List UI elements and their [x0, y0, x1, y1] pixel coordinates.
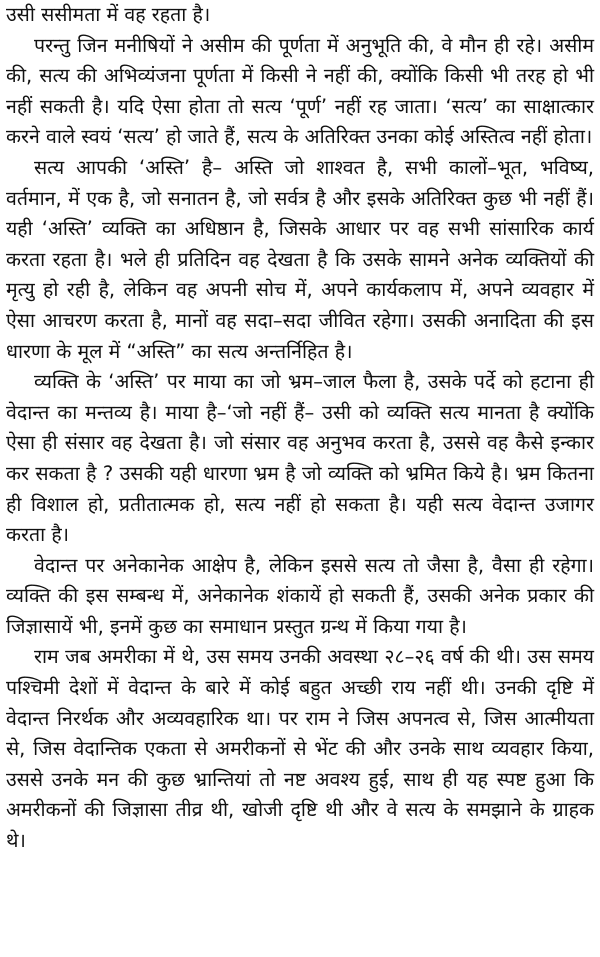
paragraph-vedanta-objections: वेदान्त पर अनेकानेक आक्षेप है, लेकिन इससे सत्य तो जैसा है, वैसा ही रहेगा। व्यक्ति की इस सम्बन्ध में, अनेकानेक शंकायें हो सकती हैं, उसकी अनेक प्रकार की जिज्ञासायें भी, इनमें कुछ का समाधान प्रस्तुत ग्रन्थ में किया गया है। — [6, 553, 594, 638]
paragraph-asti: सत्य आपकी ‘अस्ति’ है– अस्ति जो शाश्वत है, सभी कालों–भूत, भविष्य, वर्तमान, में एक है, जो सनातन है, जो सर्वत्र है और इसके अतिरिक्त कुछ भी नहीं हैं। यही ‘अस्ति’ व्यक्ति का अधिष्ठान है, जिसके आधार पर वह सभी सांसारिक कार्य करता रहता है। भले ही प्रतिदिन वह देखता है कि उसके सामने अनेक व्यक्तियों की मृत्यु हो रही है, लेकिन वह अपनी सोच में, अपने कार्यकलाप में, अपने व्यवहार में ऐसा आचरण करता है, मानों वह सदा–सदा जीवित रहेगा। उसकी अनादिता की इस धारणा के मूल में “अस्ति” का सत्य अन्तर्निहित है। — [6, 155, 594, 363]
paragraph-continuation: उसी ससीमता में वह रहता है। — [6, 3, 211, 26]
paragraph-maya: व्यक्ति के ‘अस्ति’ पर माया का जो भ्रम–जाल फैला है, उसके पर्दे को हटाना ही वेदान्त का मन्तव्य है। माया है–‘जो नहीं हैं– उसी को व्यक्ति सत्य मानता है क्योंकि ऐसा ही संसार वह देखता है। जो संसार वह अनुभव करता है, उससे वह कैसे इन्कार कर सकता है ? उसकी यही धारणा भ्रम है जो व्यक्ति को भ्रमित किये है। भ्रम कितना ही विशाल हो, प्रतीतात्मक हो, सत्य नहीं हो सकता है। यही सत्य वेदान्त उजागर करता है। — [6, 370, 594, 547]
paragraph-ram-america: राम जब अमरीका में थे, उस समय उनकी अवस्था २८–२६ वर्ष की थी। उस समय पश्चिमी देशों में वेदान्त के बारे में कोई बहुत अच्छी राय नहीं थी। उनकी दृष्टि में वेदान्त निरर्थक और अव्यवहारिक था। पर राम ने जिस अपनत्व से, जिस आत्मीयता से, जिस वेदान्तिक एकता से अमरीकनों से भेंट की और उनके साथ व्यवहार किया, उससे उनके मन की कुछ भ्रान्तियां तो नष्ट अवश्य हुई, साथ ही यह स्पष्ट हुआ कि अमरीकनों की जिज्ञासा तीव्र थी, खोजी दृष्टि थी और वे सत्य के समझाने के ग्राहक थे। — [6, 645, 594, 853]
paragraph-infinite-truth: परन्तु जिन मनीषियों ने असीम की पूर्णता में अनुभूति की, वे मौन ही रहे। असीम की, सत्य की अभिव्यंजना पूर्णता में किसी ने नहीं की, क्योंकि किसी भी तरह हो भी नहीं सकती है। यदि ऐसा होता तो सत्य ‘पूर्ण’ नहीं रह जाता। ‘सत्य’ का साक्षात्कार करने वाले स्वयं ‘सत्य’ हो जाते हैं, सत्य के अतिरिक्त उनका कोई अस्तित्व नहीं होता। — [6, 33, 594, 149]
